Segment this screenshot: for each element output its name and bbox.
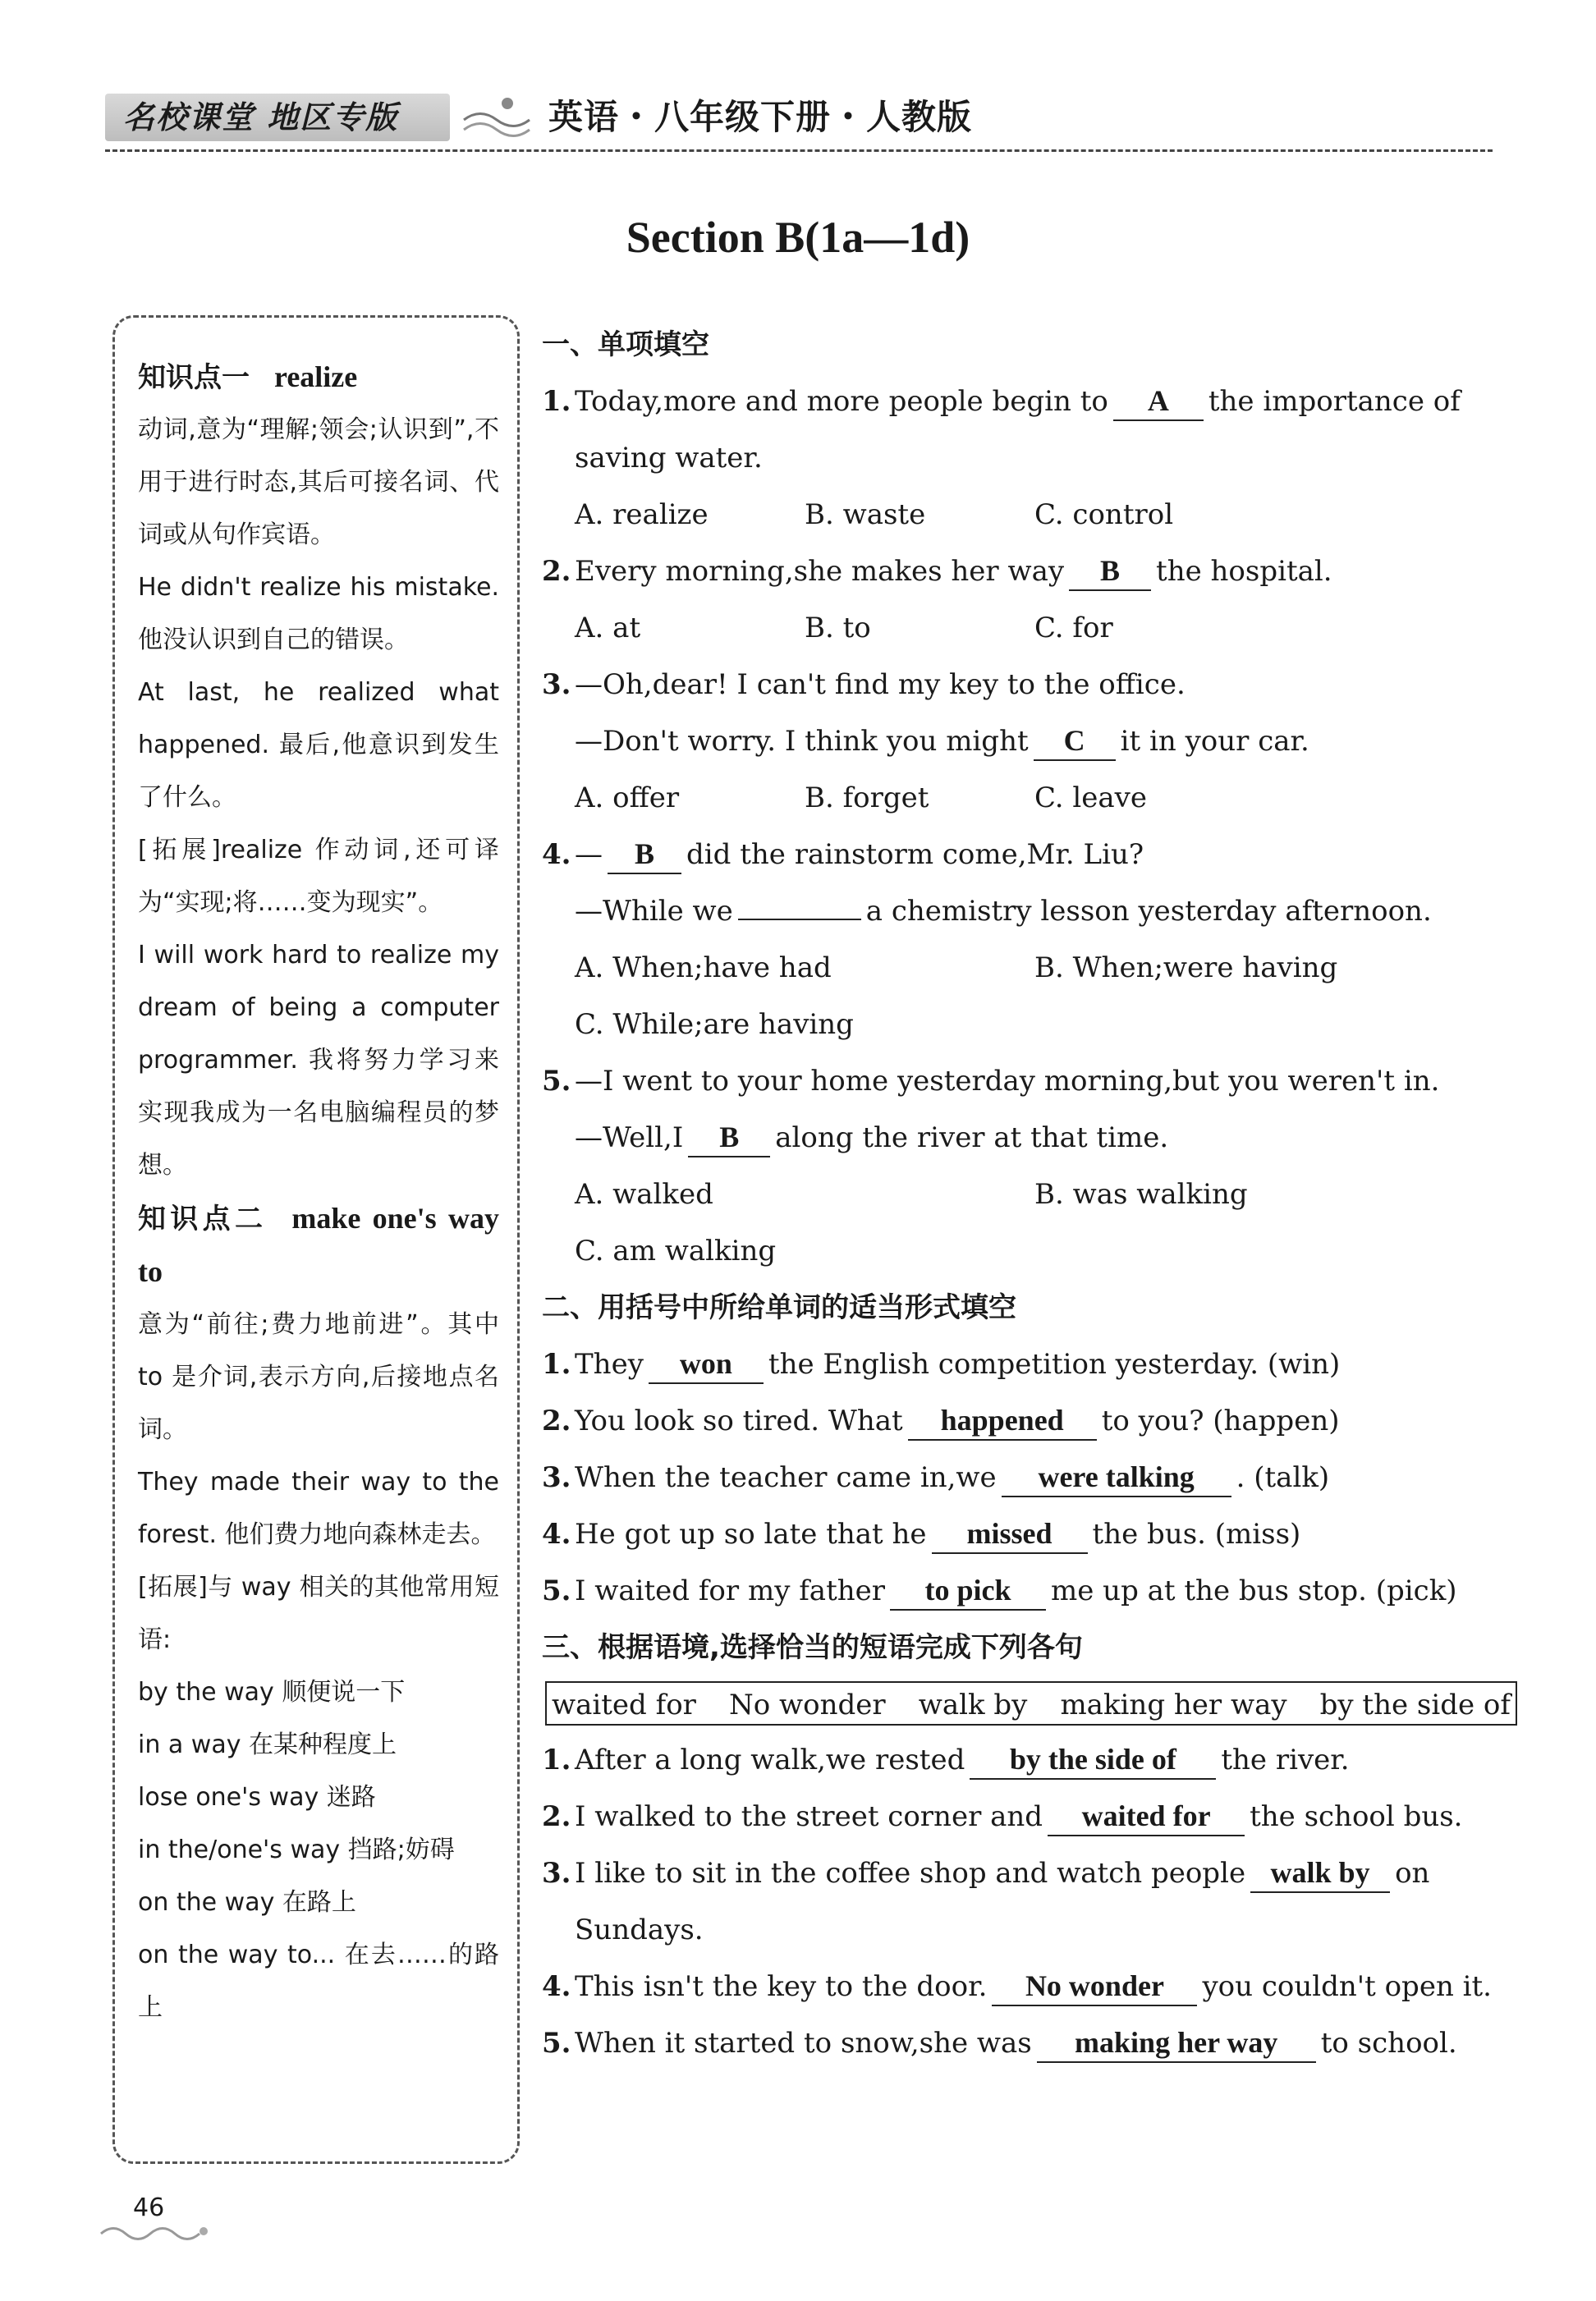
question-number: 1. bbox=[542, 1348, 571, 1381]
question-text: —While we bbox=[575, 895, 733, 928]
kp1-word: realize bbox=[274, 360, 358, 393]
question-number: 4. bbox=[542, 838, 571, 871]
answer-blank[interactable]: won bbox=[649, 1345, 764, 1384]
phrase-item-5 bbox=[542, 2015, 1519, 2072]
option-b[interactable]: B. was walking bbox=[1034, 1178, 1248, 1211]
footer-ornament-icon bbox=[97, 2221, 212, 2246]
word-bank-item: walk by bbox=[918, 1689, 1028, 1721]
phrase-item: by the way 顺便说一下 bbox=[138, 1678, 406, 1707]
question-text: —I went to your home yesterday morning,but you weren't in. bbox=[575, 1065, 1440, 1098]
word-bank-item: making her way bbox=[1060, 1689, 1287, 1721]
answer-blank[interactable]: B bbox=[688, 1118, 770, 1157]
question-continuation: saving water. bbox=[575, 442, 763, 474]
part2-heading: 二、用括号中所给单词的适当形式填空 bbox=[542, 1291, 1016, 1324]
fill-item-5 bbox=[542, 1563, 1519, 1620]
question-text: the bus. (miss) bbox=[1092, 1518, 1301, 1551]
kp1-label: 知识点一 bbox=[138, 361, 250, 394]
question-text: along the river at that time. bbox=[775, 1121, 1169, 1154]
option-b[interactable]: B. When;were having bbox=[1034, 951, 1338, 984]
fill-item-3 bbox=[542, 1450, 1519, 1506]
kp2-definition: 意为“前往;费力地前进”。其中 to 是介词,表示方向,后接地点名词。 bbox=[138, 1310, 499, 1444]
question-text: When the teacher came in,we bbox=[575, 1461, 997, 1494]
ornament-icon bbox=[460, 95, 534, 141]
option-b[interactable]: B. to bbox=[805, 612, 871, 644]
answer-blank[interactable]: A bbox=[1113, 382, 1204, 421]
option-c[interactable]: C. leave bbox=[1034, 782, 1148, 814]
question-continuation bbox=[542, 1110, 1519, 1167]
subject-title: 英语・八年级下册・人教版 bbox=[548, 97, 973, 137]
option-a[interactable]: A. realize bbox=[575, 498, 709, 531]
options bbox=[542, 940, 1519, 997]
phrase-item: in a way 在某种程度上 bbox=[138, 1730, 397, 1759]
question-text: —Don't worry. I think you might bbox=[575, 725, 1029, 758]
option-a[interactable]: A. at bbox=[575, 612, 641, 644]
question-number: 3. bbox=[542, 668, 571, 701]
answer-blank[interactable]: happened bbox=[908, 1401, 1097, 1441]
question-text: After a long walk,we rested bbox=[575, 1744, 965, 1776]
kp2-label: 知识点二 bbox=[138, 1203, 268, 1235]
options bbox=[542, 487, 1519, 543]
fill-item-4 bbox=[542, 1506, 1519, 1563]
kp1-extension: [拓展]realize 作动词,还可译为“实现;将……变为现实”。 bbox=[138, 836, 499, 917]
phrase-item-2 bbox=[542, 1789, 1519, 1845]
question-text: a chemistry lesson yesterday afternoon. bbox=[865, 895, 1432, 928]
question-text: you couldn't open it. bbox=[1202, 1970, 1492, 2003]
option-c[interactable]: C. While;are having bbox=[575, 1008, 854, 1041]
question-text: Today,more and more people begin to bbox=[575, 385, 1108, 418]
option-a[interactable]: A. When;have had bbox=[575, 951, 832, 984]
answer-blank[interactable]: B bbox=[608, 835, 681, 874]
question-text: the school bus. bbox=[1250, 1800, 1463, 1833]
question-text: did the rainstorm come,Mr. Liu? bbox=[686, 838, 1144, 871]
answer-blank[interactable]: B bbox=[1069, 552, 1151, 591]
question-text: This isn't the key to the door. bbox=[575, 1970, 988, 2003]
phrase-item-4 bbox=[542, 1959, 1519, 2015]
word-bank-item: No wonder bbox=[729, 1689, 886, 1721]
question-text: I waited for my father bbox=[575, 1574, 886, 1607]
answer-blank[interactable]: walk by bbox=[1250, 1854, 1390, 1893]
page-header bbox=[105, 89, 1493, 154]
fill-item-1 bbox=[542, 1336, 1519, 1393]
question-text: it in your car. bbox=[1120, 725, 1309, 758]
word-bank-item: waited for bbox=[552, 1689, 696, 1721]
question-text: When it started to snow,she was bbox=[575, 2027, 1032, 2060]
question-number: 2. bbox=[542, 1800, 571, 1833]
option-a[interactable]: A. walked bbox=[575, 1178, 713, 1211]
question-text: They bbox=[575, 1348, 644, 1381]
question-text: Every morning,she makes her way bbox=[575, 555, 1065, 588]
part1-heading: 一、单项填空 bbox=[542, 328, 709, 361]
phrase-item-1 bbox=[542, 1732, 1519, 1789]
question-text: the English competition yesterday. (win) bbox=[768, 1348, 1341, 1381]
phrase-item: lose one's way 迷路 bbox=[138, 1783, 376, 1812]
kp2-example-1: They made their way to the forest. 他们费力地向森林走去。 bbox=[138, 1468, 499, 1549]
question-number: 5. bbox=[542, 1065, 571, 1098]
question-text: —Well,I bbox=[575, 1121, 684, 1154]
question-number: 4. bbox=[542, 1970, 571, 2003]
question-number: 1. bbox=[542, 1744, 571, 1776]
answer-blank[interactable]: to pick bbox=[890, 1571, 1046, 1611]
kp2-extension: [拓展]与 way 相关的其他常用短语: bbox=[138, 1573, 499, 1654]
phrase-item: on the way 在路上 bbox=[138, 1888, 356, 1917]
kp1-example-1: He didn't realize his mistake. 他没认识到自己的错误。 bbox=[138, 573, 499, 654]
question-1 bbox=[542, 374, 1519, 430]
question-continuation bbox=[542, 883, 1519, 940]
answer-blank[interactable]: making her way bbox=[1037, 2024, 1316, 2063]
question-text: . (talk) bbox=[1236, 1461, 1330, 1494]
question-text: He got up so late that he bbox=[575, 1518, 927, 1551]
question-number: 1. bbox=[542, 385, 571, 418]
question-text: You look so tired. What bbox=[575, 1405, 903, 1437]
answer-blank[interactable]: C bbox=[1034, 722, 1116, 761]
question-number: 2. bbox=[542, 1405, 571, 1437]
question-text: the river. bbox=[1221, 1744, 1350, 1776]
word-bank bbox=[545, 1681, 1517, 1726]
question-continuation bbox=[542, 713, 1519, 770]
kp2-word: make one's way to bbox=[138, 1202, 500, 1288]
answer-blank[interactable]: waited for bbox=[1048, 1797, 1245, 1836]
question-text: the importance of bbox=[1208, 385, 1461, 418]
question-text: — bbox=[575, 838, 603, 871]
phrase-item: on the way to... 在去……的路上 bbox=[138, 1941, 499, 2022]
kp1-example-3: I will work hard to realize my dream of being a computer programmer. 我将努力学习来实现我成为一名电脑编程员的梦想。 bbox=[138, 941, 499, 1180]
option-c[interactable]: C. am walking bbox=[575, 1235, 777, 1267]
empty-blank[interactable] bbox=[738, 919, 861, 920]
question-number: 3. bbox=[542, 1857, 571, 1890]
option-c[interactable]: C. control bbox=[1034, 498, 1174, 531]
part3-heading: 三、根据语境,选择恰当的短语完成下列各句 bbox=[542, 1631, 1083, 1664]
option-b[interactable]: B. waste bbox=[805, 498, 926, 531]
brand-banner: 名校课堂 地区专版 bbox=[105, 94, 450, 141]
knowledge-sidebar bbox=[112, 315, 520, 2164]
question-text: I like to sit in the coffee shop and watch people bbox=[575, 1857, 1246, 1890]
question-number: 5. bbox=[542, 1574, 571, 1607]
options bbox=[542, 600, 1519, 657]
question-text: on bbox=[1395, 1857, 1430, 1890]
knowledge-point-2-heading bbox=[138, 1192, 499, 1299]
option-c[interactable]: C. for bbox=[1034, 612, 1113, 644]
question-text: —Oh,dear! I can't find my key to the office. bbox=[575, 668, 1186, 701]
header-divider bbox=[105, 149, 1493, 152]
question-2 bbox=[542, 543, 1519, 600]
question-number: 4. bbox=[542, 1518, 571, 1551]
options bbox=[542, 1223, 1519, 1280]
phrase-item-3 bbox=[542, 1845, 1519, 1902]
question-3 bbox=[542, 657, 1519, 713]
phrase-item: in the/one's way 挡路;妨碍 bbox=[138, 1836, 455, 1864]
question-number: 2. bbox=[542, 555, 571, 588]
exercise-area bbox=[542, 317, 1519, 2072]
question-number: 3. bbox=[542, 1461, 571, 1494]
options bbox=[542, 770, 1519, 827]
question-5 bbox=[542, 1053, 1519, 1110]
answer-blank[interactable]: were talking bbox=[1002, 1458, 1231, 1497]
question-text: the hospital. bbox=[1156, 555, 1332, 588]
fill-item-2 bbox=[542, 1393, 1519, 1450]
question-text: to you? (happen) bbox=[1101, 1405, 1340, 1437]
question-text: to school. bbox=[1320, 2027, 1457, 2060]
answer-blank[interactable]: missed bbox=[932, 1515, 1088, 1554]
page-title: Section B(1a—1d) bbox=[626, 213, 970, 262]
page-number: 46 bbox=[133, 2193, 165, 2222]
option-b[interactable]: B. forget bbox=[805, 782, 929, 814]
kp1-example-2: At last, he realized what happened. 最后,他意识到发生了什么。 bbox=[138, 678, 499, 812]
options bbox=[542, 1167, 1519, 1223]
kp1-definition: 动词,意为“理解;领会;认识到”,不用于进行时态,其后可接名词、代词或从句作宾语。 bbox=[138, 415, 499, 549]
question-continuation: Sundays. bbox=[575, 1914, 704, 1946]
answer-blank[interactable]: No wonder bbox=[992, 1967, 1197, 2006]
question-text: me up at the bus stop. (pick) bbox=[1051, 1574, 1457, 1607]
question-4 bbox=[542, 827, 1519, 883]
word-bank-item: by the side of bbox=[1319, 1689, 1511, 1721]
answer-blank[interactable]: by the side of bbox=[970, 1740, 1216, 1780]
options bbox=[542, 997, 1519, 1053]
question-number: 5. bbox=[542, 2027, 571, 2060]
knowledge-point-1-heading bbox=[138, 351, 499, 404]
question-text: I walked to the street corner and bbox=[575, 1800, 1043, 1833]
option-a[interactable]: A. offer bbox=[575, 782, 680, 814]
